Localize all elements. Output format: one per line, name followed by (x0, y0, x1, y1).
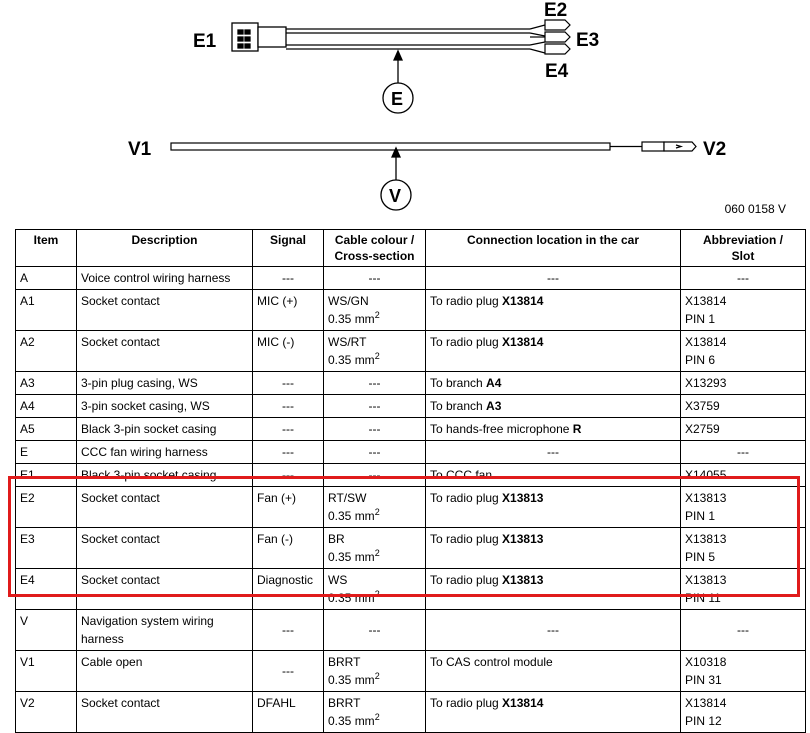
header-abbreviation: Abbreviation / Slot (681, 230, 806, 267)
cell-cable: BRRT 0.35 $mm^2$ (324, 651, 426, 692)
cell-abbreviation: X10318 PIN 31 (681, 651, 806, 692)
cell-signal: MIC (+) (253, 290, 324, 331)
table-row (16, 418, 806, 441)
cell-item: A1 (16, 290, 77, 331)
cell-abbreviation: --- (681, 267, 806, 290)
header-item: Item (16, 230, 77, 267)
cell-description: Socket contact (77, 331, 253, 372)
cell-abbreviation: X2759 (681, 418, 806, 441)
cell-location: To branch A3 (426, 395, 681, 418)
cell-description: Navigation system wiring harness (77, 610, 253, 651)
cell-abbreviation: --- (681, 441, 806, 464)
cell-location: To CCC fan (426, 464, 681, 487)
cell-location: To radio plug X13813 (426, 569, 681, 610)
table-body (16, 267, 806, 733)
header-cable: Cable colour / Cross-section (324, 230, 426, 267)
cell-location: To branch A4 (426, 372, 681, 395)
cell-signal: --- (253, 372, 324, 395)
cell-abbreviation: X13813 PIN 5 (681, 528, 806, 569)
label-v2: V2 (703, 139, 727, 160)
cell-location: To radio plug X13813 (426, 487, 681, 528)
cell-item: E1 (16, 464, 77, 487)
cell-location: To radio plug X13814 (426, 290, 681, 331)
cell-abbreviation: X13293 (681, 372, 806, 395)
label-e4: E4 (545, 61, 569, 82)
cell-signal: --- (253, 441, 324, 464)
table-row (16, 487, 806, 528)
e1-connector (232, 23, 286, 51)
cell-signal: Fan (-) (253, 528, 324, 569)
cell-item: E3 (16, 528, 77, 569)
table-row (16, 528, 806, 569)
table-header-row (16, 230, 806, 267)
cell-cable: --- (324, 395, 426, 418)
cell-location: To radio plug X13814 (426, 692, 681, 733)
cell-cable: WS 0.35 $mm^2$ (324, 569, 426, 610)
cell-signal: --- (253, 418, 324, 441)
cell-cable: WS/RT 0.35 $mm^2$ (324, 331, 426, 372)
label-v1: V1 (128, 139, 152, 160)
header-signal: Signal (253, 230, 324, 267)
cell-signal: --- (253, 610, 324, 651)
cell-item: E4 (16, 569, 77, 610)
label-e: E (391, 89, 404, 109)
document-code: 060 0158 V (724, 202, 786, 216)
v-cable (171, 142, 696, 151)
cell-cable: --- (324, 372, 426, 395)
cell-item: E2 (16, 487, 77, 528)
e-harness-wires (286, 20, 570, 54)
cell-description: Black 3-pin socket casing (77, 418, 253, 441)
cell-item: V (16, 610, 77, 651)
label-e2: E2 (544, 0, 568, 21)
cell-description: Socket contact (77, 569, 253, 610)
cell-signal: Diagnostic (253, 569, 324, 610)
cell-cable: --- (324, 418, 426, 441)
cell-cable: RT/SW 0.35 $mm^2$ (324, 487, 426, 528)
cell-item: A (16, 267, 77, 290)
cell-signal: Fan (+) (253, 487, 324, 528)
cell-abbreviation: X3759 (681, 395, 806, 418)
cell-signal: DFAHL (253, 692, 324, 733)
table-row (16, 610, 806, 651)
cell-location: To radio plug X13814 (426, 331, 681, 372)
cell-description: 3-pin plug casing, WS (77, 372, 253, 395)
label-e3: E3 (576, 30, 600, 51)
cell-abbreviation: X13814 PIN 6 (681, 331, 806, 372)
cell-cable: --- (324, 441, 426, 464)
cell-item: A5 (16, 418, 77, 441)
cell-abbreviation: X13814 PIN 1 (681, 290, 806, 331)
label-v: V (389, 186, 402, 206)
table-row (16, 290, 806, 331)
cell-item: E (16, 441, 77, 464)
wiring-diagram (0, 0, 810, 225)
table-row (16, 464, 806, 487)
cell-item: V1 (16, 651, 77, 692)
cell-item: A3 (16, 372, 77, 395)
cell-abbreviation: X13813 PIN 1 (681, 487, 806, 528)
cell-description: 3-pin socket casing, WS (77, 395, 253, 418)
table-row (16, 331, 806, 372)
cell-location: To radio plug X13813 (426, 528, 681, 569)
table-row (16, 267, 806, 290)
cell-abbreviation: X13813 PIN 11 (681, 569, 806, 610)
cell-signal: --- (253, 395, 324, 418)
cell-abbreviation: --- (681, 610, 806, 651)
parts-table (15, 229, 806, 733)
header-location: Connection location in the car (426, 230, 681, 267)
cell-description: Socket contact (77, 692, 253, 733)
cell-cable: --- (324, 267, 426, 290)
cell-location: --- (426, 267, 681, 290)
table-row (16, 569, 806, 610)
cell-location: To CAS control module (426, 651, 681, 692)
cell-location: To hands-free microphone R (426, 418, 681, 441)
cell-abbreviation: X13814 PIN 12 (681, 692, 806, 733)
cell-abbreviation: X14055 (681, 464, 806, 487)
cell-item: A2 (16, 331, 77, 372)
table-row (16, 651, 806, 692)
cell-location: --- (426, 441, 681, 464)
cell-description: Voice control wiring harness (77, 267, 253, 290)
cell-description: Black 3-pin socket casing (77, 464, 253, 487)
cell-location: --- (426, 610, 681, 651)
cell-cable: BR 0.35 $mm^2$ (324, 528, 426, 569)
cell-cable: --- (324, 464, 426, 487)
table-row (16, 441, 806, 464)
cell-signal: MIC (-) (253, 331, 324, 372)
label-e1: E1 (193, 31, 217, 52)
cell-signal: --- (253, 464, 324, 487)
cell-description: Socket contact (77, 528, 253, 569)
table-row (16, 692, 806, 733)
cell-cable: --- (324, 610, 426, 651)
table-row (16, 372, 806, 395)
cell-item: V2 (16, 692, 77, 733)
cell-signal: --- (253, 267, 324, 290)
table-row (16, 395, 806, 418)
cell-description: CCC fan wiring harness (77, 441, 253, 464)
cell-cable: BRRT 0.35 $mm^2$ (324, 692, 426, 733)
cell-description: Socket contact (77, 290, 253, 331)
cell-item: A4 (16, 395, 77, 418)
cell-description: Socket contact (77, 487, 253, 528)
cell-signal: --- (253, 651, 324, 692)
cell-cable: WS/GN 0.35 $mm^2$ (324, 290, 426, 331)
header-description: Description (77, 230, 253, 267)
cell-description: Cable open (77, 651, 253, 692)
